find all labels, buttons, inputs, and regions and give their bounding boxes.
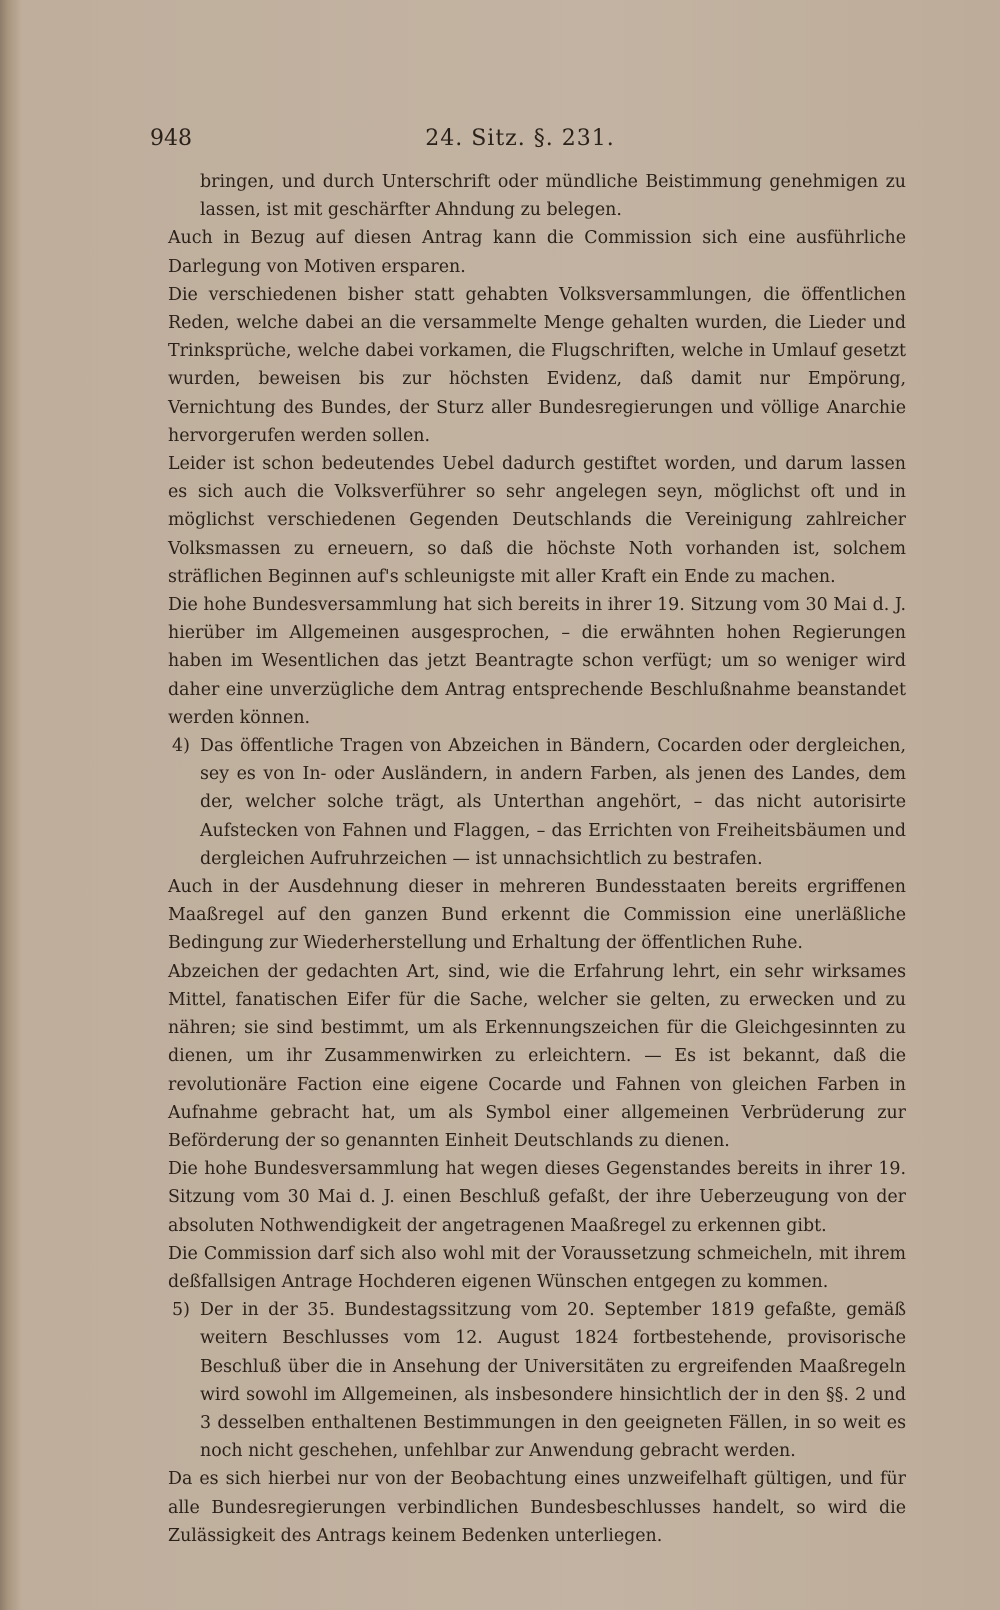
paragraph: Abzeichen der gedachten Art, sind, wie die Erfahrung lehrt, ein sehr wirksames Mittel, fanatischen Eifer für die Sache, welcher sie gelten, zu erwecken und zu nähren; sie sind bestimmt, um als Erkennungszeichen für die Gleichgesinnten zu dienen, um ihr Zusammenwirken zu erleichtern. — Es ist bekannt, daß die revolutionäre Faction eine eigene Cocarde und Fahnen von gleichen Farben in Aufnahme gebracht hat, um als Symbol einer allgemeinen Verbrüderung zur Beförderung der so genannten Einheit Deutschlands zu dienen. xyxy=(168,961,906,1151)
item-text: Das öffentliche Tragen von Abzeichen in Bändern, Cocarden oder dergleichen, sey es von In- oder Ausländern, in andern Farben, als jenen des Landes, dem der, welcher solche trägt, als Unterthan angehört, – das nicht autorisirte Aufstecken von Fahnen und Flaggen, – das Errichten von Freiheitsbäumen und dergleichen Aufruhrzeichen — ist unnachsichtlich zu bestrafen. xyxy=(200,736,906,869)
body-text xyxy=(168,168,906,1550)
paragraph: Die hohe Bundesversammlung hat sich bereits in ihrer 19. Sitzung vom 30 Mai d. J. hierüber im Allgemeinen ausgesprochen, – die erwähnten hohen Regierungen haben im Wesentlichen das jetzt Beantragte schon verfügt; um so weniger wird daher eine unverzügliche dem Antrag entsprechende Beschlußnahme beanstandet werden können. xyxy=(168,595,906,728)
page-header xyxy=(150,126,890,160)
item-number: 4) xyxy=(172,736,190,757)
numbered-item xyxy=(168,1296,906,1465)
paragraph-continuation: bringen, und durch Unterschrift oder mündliche Beistimmung genehmigen zu lassen, ist mit geschärfter Ahndung zu belegen. xyxy=(200,172,906,221)
paragraph: Leider ist schon bedeutendes Uebel dadurch gestiftet worden, und darum lassen es sich auch die Volksverführer so sehr angelegen seyn, möglichst oft und in möglichst verschiedenen Gegenden Deutschlands die Vereinigung zahlreicher Volksmassen zu erneuern, so daß die höchste Noth vorhanden ist, solchem sträflichen Beginnen auf's schleunigste mit aller Kraft ein Ende zu machen. xyxy=(168,454,906,587)
page-number: 948 xyxy=(150,126,192,151)
paragraph: Auch in Bezug auf diesen Antrag kann die Commission sich eine ausführliche Darlegung von Motiven ersparen. xyxy=(168,228,906,277)
running-head: 24. Sitz. §. 231. xyxy=(425,126,615,151)
paragraph: Die Commission darf sich also wohl mit der Voraussetzung schmeicheln, mit ihrem deßfallsigen Antrage Hochderen eigenen Wünschen entgegen zu kommen. xyxy=(168,1243,906,1292)
paragraph: Da es sich hierbei nur von der Beobachtung eines unzweifelhaft gültigen, und für alle Bundesregierungen verbindlichen Bundesbeschlusses handelt, so wird die Zulässigkeit des Antrags keinem Bedenken unterliegen. xyxy=(168,1469,906,1546)
item-text: Der in der 35. Bundestagssitzung vom 20. September 1819 gefaßte, gemäß weitern Beschlusses vom 12. August 1824 fortbestehende, provisorische Beschluß über die in Ansehung der Universitäten zu ergreifenden Maaßregeln wird sowohl im Allgemeinen, als insbesondere hinsichtlich der in den §§. 2 und 3 desselben enthaltenen Bestimmungen in den geeigneten Fällen, in so weit es noch nicht geschehen, unfehlbar zur Anwendung gebracht werden. xyxy=(200,1300,906,1462)
numbered-item xyxy=(168,732,906,873)
paragraph: Die verschiedenen bisher statt gehabten Volksversammlungen, die öffentlichen Reden, welche dabei an die versammelte Menge gehalten wurden, die Lieder und Trinksprüche, welche dabei vorkamen, die Flugschriften, welche in Umlauf gesetzt wurden, beweisen bis zur höchsten Evidenz, daß damit nur Empörung, Vernichtung des Bundes, der Sturz aller Bundesregierungen und völlige Anarchie hervorgerufen werden sollen. xyxy=(168,284,906,446)
item-number: 5) xyxy=(172,1300,190,1321)
paragraph: Die hohe Bundesversammlung hat wegen dieses Gegenstandes bereits in ihrer 19. Sitzung vom 30 Mai d. J. einen Beschluß gefaßt, der ihre Ueberzeugung von der absoluten Nothwendigkeit der angetragenen Maaßregel zu erkennen gibt. xyxy=(168,1159,906,1236)
paragraph: Auch in der Ausdehnung dieser in mehreren Bundesstaaten bereits ergriffenen Maaßregel auf den ganzen Bund erkennt die Commission eine unerläßliche Bedingung zur Wiederherstellung und Erhaltung der öffentlichen Ruhe. xyxy=(168,877,906,954)
